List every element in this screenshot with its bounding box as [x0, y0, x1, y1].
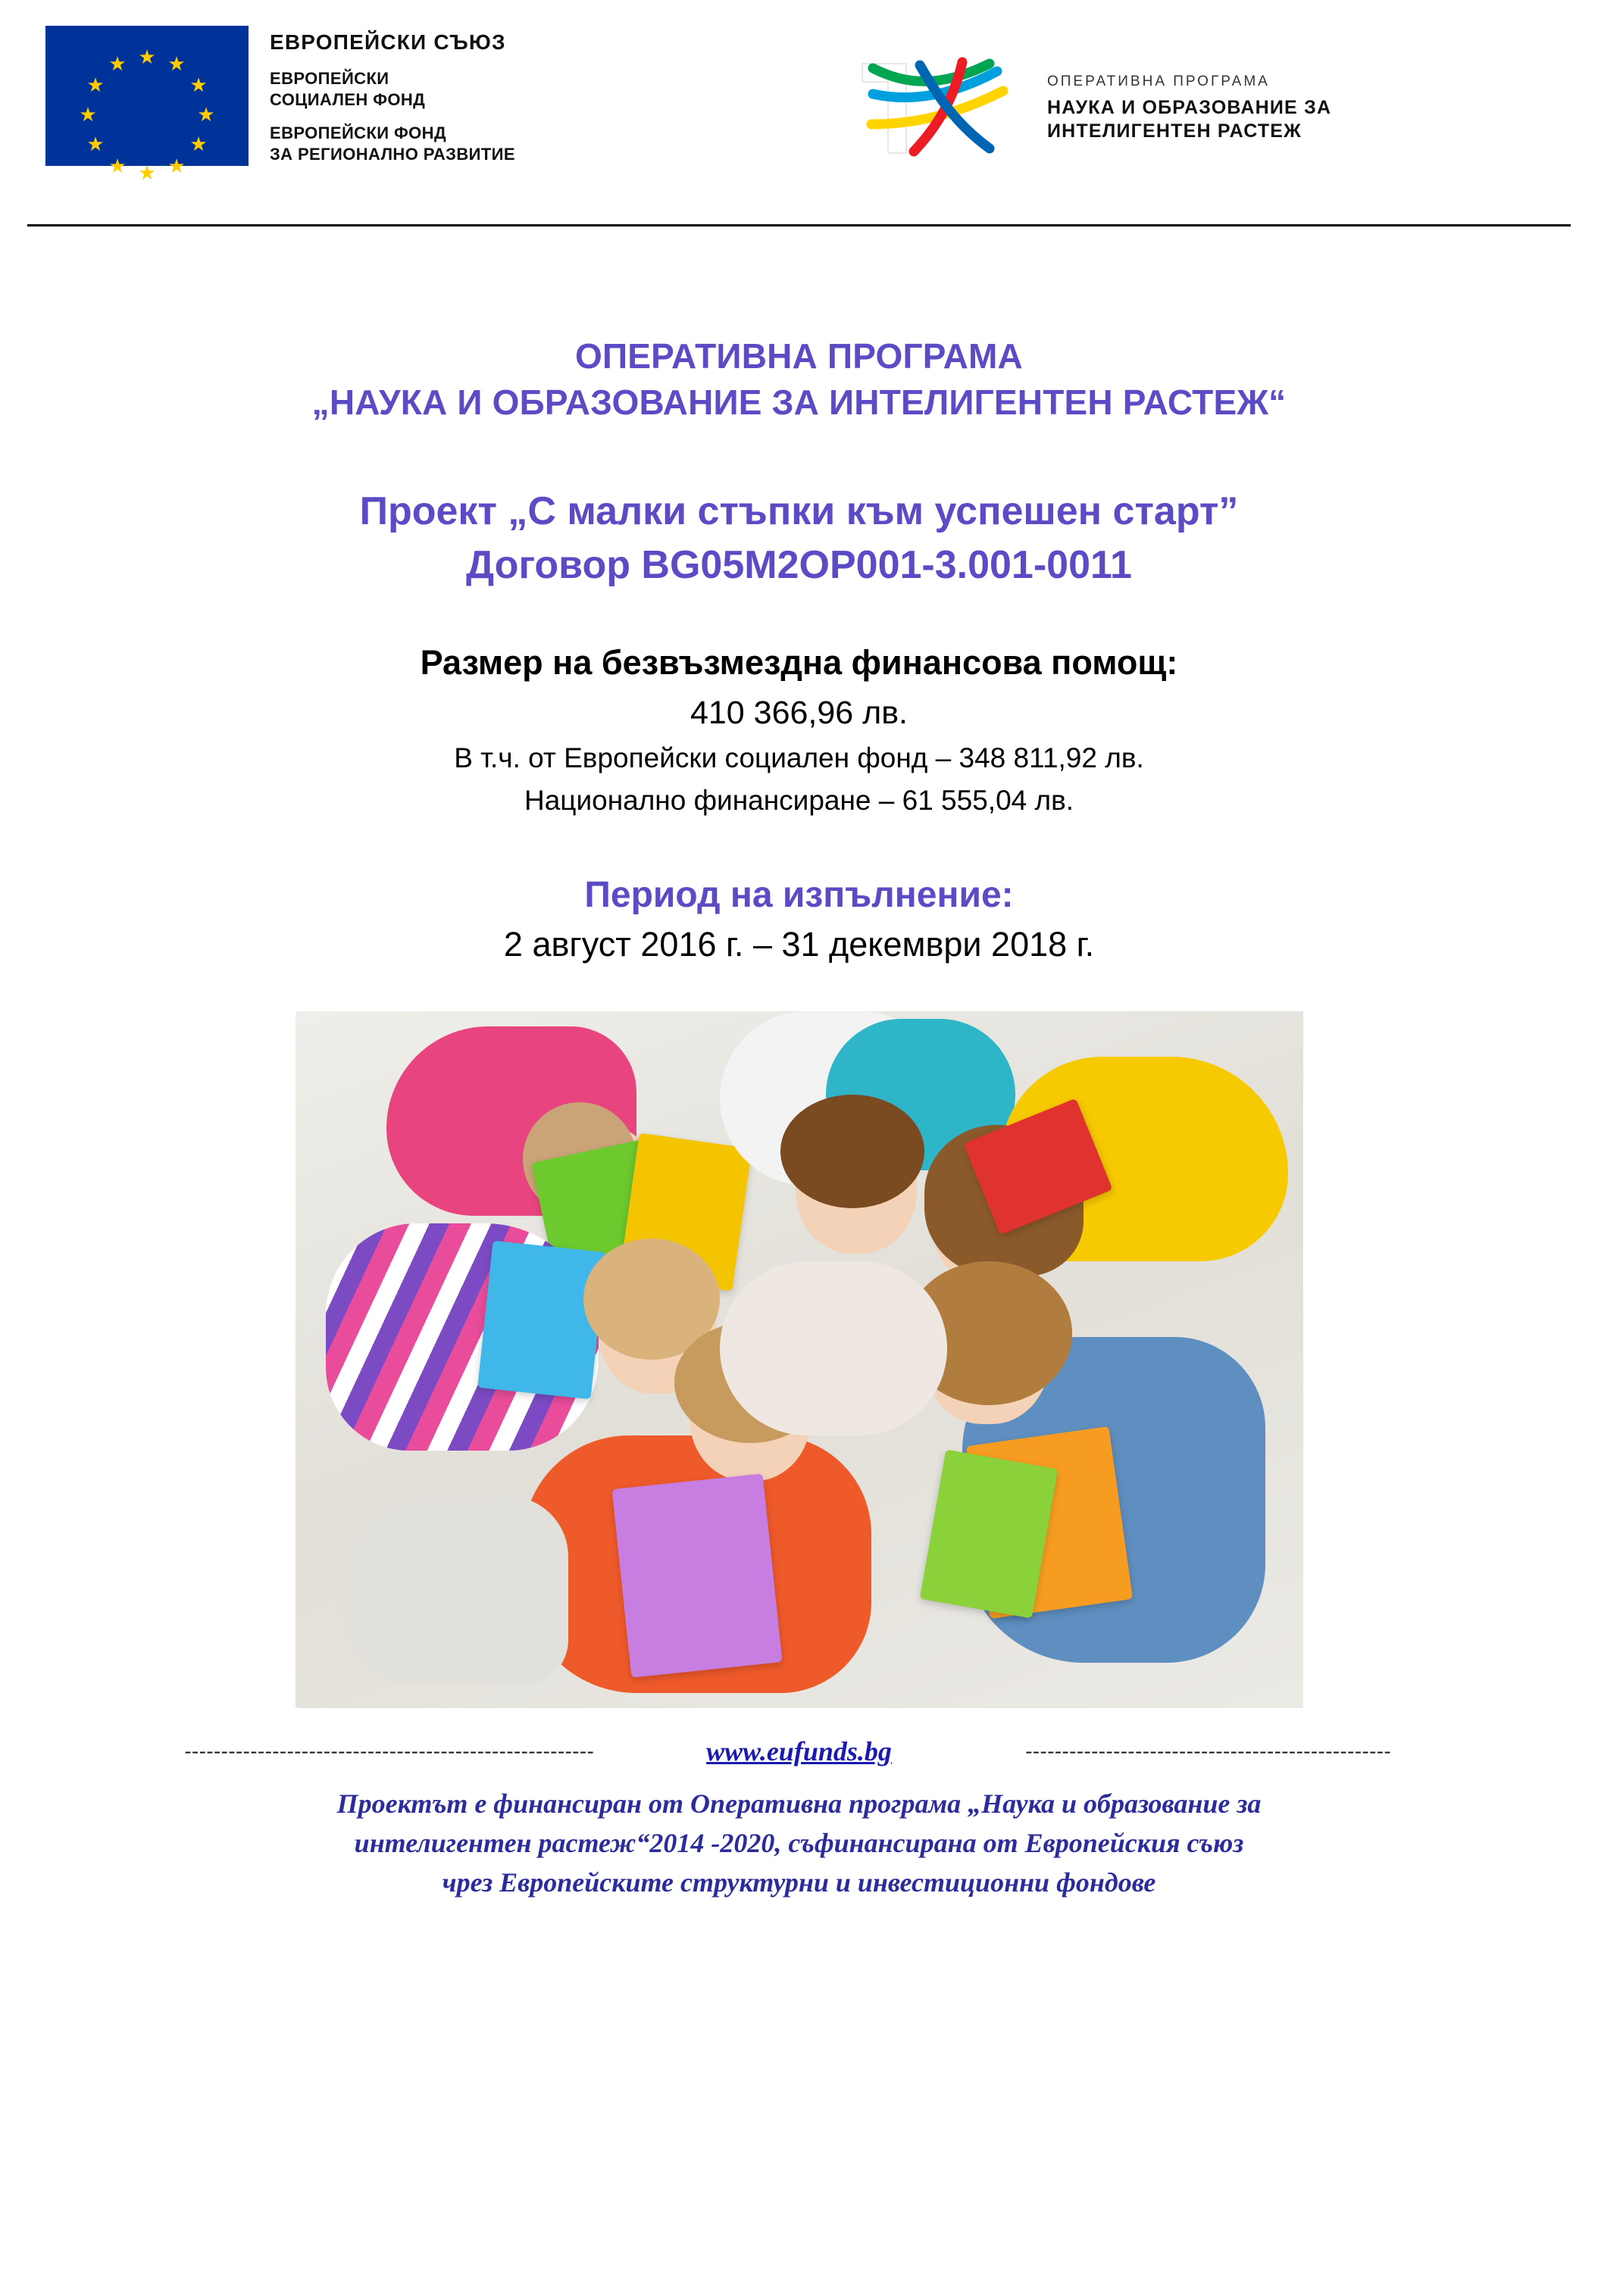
eu-star-icon: ★: [189, 73, 208, 96]
program-heading: ОПЕРАТИВНА ПРОГРАМА „НАУКА И ОБРАЗОВАНИЕ ЗА ИНТЕЛИГЕНТЕН РАСТЕЖ“: [311, 336, 1287, 423]
child-figure: [341, 1496, 568, 1685]
grant-title: Размер на безвъзмездна финансова помощ:: [420, 642, 1178, 682]
footer-link-row: [83, 1735, 1515, 1767]
op-program-logo-icon: [841, 52, 1030, 165]
eu-star-icon: ★: [138, 161, 156, 184]
eu-union-title: ЕВРОПЕЙСКИ СЪЮЗ: [270, 30, 506, 54]
op-program-block: [841, 26, 1331, 165]
header-logos: [45, 26, 1553, 184]
op-program-subtitle: ОПЕРАТИВНА ПРОГРАМА: [1046, 73, 1270, 89]
eu-regional-fund-label: ЕВРОПЕЙСКИ ФОНД ЗА РЕГИОНАЛНО РАЗВИТИЕ: [270, 123, 515, 164]
eufunds-link[interactable]: www.eufunds.bg: [706, 1735, 892, 1767]
eu-star-icon: ★: [197, 103, 215, 126]
period-dates: 2 август 2016 г. – 31 декември 2018 г.: [503, 924, 1095, 964]
document-body: [0, 220, 1598, 1902]
eu-emblem-block: [45, 26, 515, 184]
funding-disclaimer: Проектът е финансиран от Оперативна програма „Наука и образование за интелигентен растеж“2014 -2020, съфинансирана от Европейския съюз чрез Европейските структурни и инвестиционни фондове: [336, 1788, 1262, 1898]
op-program-text: [1047, 73, 1331, 144]
child-figure: [720, 1261, 947, 1435]
footer-dashes-left: --------------------------------------------------------: [184, 1739, 595, 1762]
child-hair: [780, 1095, 924, 1208]
document-footer: [53, 1735, 1545, 1903]
footer-dashes-right: --------------------------------------------------: [1025, 1739, 1392, 1762]
eu-star-icon: ★: [108, 155, 127, 177]
period-title: Период на изпълнение:: [584, 874, 1014, 915]
eu-star-icon: ★: [167, 155, 186, 177]
eu-star-icon: ★: [86, 73, 105, 96]
eu-flag-icon: [45, 26, 249, 184]
notebook: [477, 1240, 606, 1399]
eu-emblem-text: [270, 26, 515, 178]
grant-national-share: Национално финансиране – 61 555,04 лв.: [524, 784, 1074, 816]
document-header: [0, 0, 1598, 220]
eu-star-icon: ★: [86, 133, 105, 155]
header-divider: [27, 224, 1571, 226]
children-photo: [296, 1011, 1303, 1708]
eu-star-icon: ★: [167, 52, 186, 75]
eu-social-fund-label: ЕВРОПЕЙСКИ СОЦИАЛЕН ФОНД: [270, 69, 426, 110]
eu-star-icon: ★: [79, 103, 97, 126]
grant-amount: 410 366,96 лв.: [690, 694, 908, 731]
eu-star-icon: ★: [108, 52, 127, 75]
eu-star-icon: ★: [189, 133, 208, 155]
project-title: Проект „С малки стъпки към успешен старт” Договор BG05M2OP001-3.001-0011: [359, 489, 1239, 587]
grant-esf-share: В т.ч. от Европейски социален фонд – 348 811,92 лв.: [454, 742, 1144, 773]
op-program-title: НАУКА И ОБРАЗОВАНИЕ ЗА ИНТЕЛИГЕНТЕН РАСТЕЖ: [1046, 96, 1332, 142]
eu-star-icon: ★: [138, 45, 156, 68]
notebook: [611, 1473, 782, 1678]
